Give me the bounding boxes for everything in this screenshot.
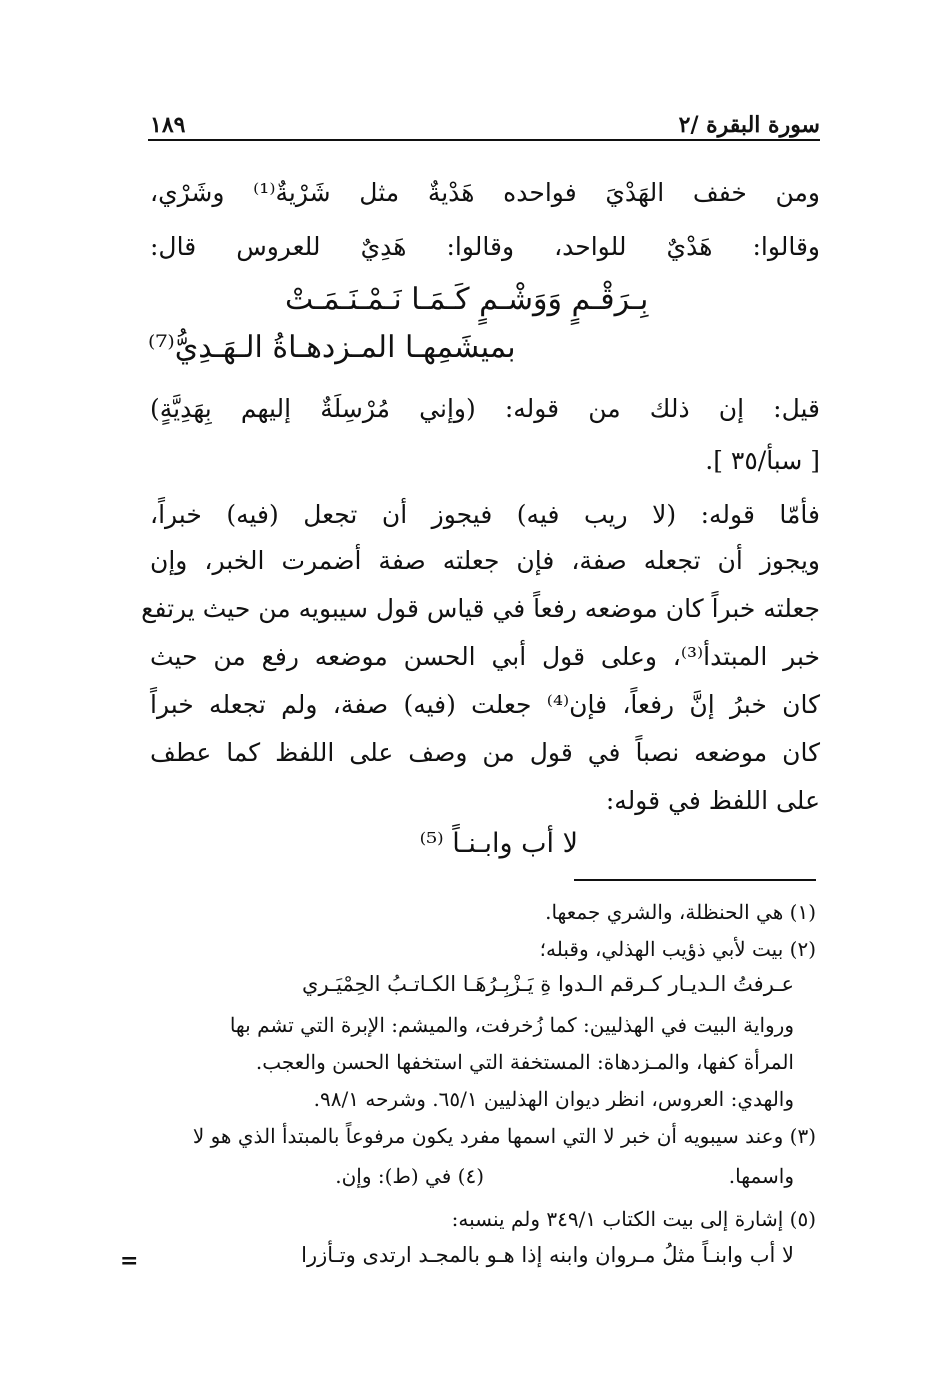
body-line-5: قيل: إن ذلك من قوله: (وإني مُرْسِلَةٌ إليهم بِهَدِيَّةٍ) (150, 394, 820, 423)
footnote-5: (٥) إشارة إلى بيت الكتاب ٣٤٩/١ ولم ينسبه: (451, 1207, 816, 1231)
body-line-2: وقالوا: هَدْيٌ للواحد، وقالوا: هَدِيٌ للعروس قال: (150, 232, 820, 261)
footnote-3: (٣) وعند سيبويه أن خبر لا التي اسمها مفرد يكون مرفوعاً بالمبتدأ الذي هو لا (192, 1124, 816, 1148)
body-line-9: جعلته خبراً كان موضعه رفعاً في قياس قول سيبويه من حيث يرتفع (141, 594, 820, 623)
footnote-2: (٢) بيت لأبي ذؤيب الهذلي، وقبله؛ (539, 937, 816, 961)
footnote-2-line-3: المرأة كفها، والمـزدهاة: المستخفة التي استخفها الحسن والعجب. (255, 1050, 794, 1074)
body-line-14: لا أب وابـنـاً ⁽⁵⁾ (419, 828, 578, 859)
body-line-8: ويجوز أن تجعله صفة، فإن جعلته صفة أضمرت الخبر، وإن (150, 546, 820, 575)
body-line-11: كان خبرُ إنَّ رفعاً، فإن⁽⁴⁾ جعلت (فيه) صفة، ولم تجعله خبراً (150, 690, 820, 719)
footnote-3-line-2: واسمها. (728, 1164, 794, 1188)
poem-hemistich-2: بميشَمِهـا المـزدهـاةُ الـهَـدِيُّ⁽⁷⁾ (148, 330, 516, 365)
body-line-6: [ سبأ/٣٥ ]. (705, 446, 820, 475)
footnote-5-verse: لا أب وابنـاً مثلُ مـروان وابنه إذا هـو بالمجـد ارتدى وتـأزرا (301, 1243, 794, 1267)
body-line-13: على اللفظ في قوله: (605, 786, 820, 815)
body-line-12: كان موضعه نصباً في قول من وصف على اللفظ كما عطف (150, 738, 820, 767)
footnote-2-line-2: ورواية البيت في الهذليين: كما زُخرفت، والميشم: الإبرة التي تشم بها (229, 1013, 794, 1037)
footnote-4: (٤) في (ط): وإن. (335, 1164, 484, 1188)
body-line-7: فأمّا قوله: (لا ريب فيه) فيجوز أن تجعل (فيه) خبراً، (150, 500, 820, 529)
body-line-10: خبر المبتدأ⁽³⁾، وعلى قول أبي الحسن موضعه رفع من حيث (150, 642, 820, 671)
poem-hemistich-1: بِـرَقْـمٍ وَوَشْـمٍ كَـمَـا نَـمْـنَـمَـتْ (285, 282, 649, 317)
footnote-separator (574, 879, 816, 881)
footnote-2-verse: عـرفتُ الـديـار كـرقم الـدوا ةِ يَـزْبِـرُهَـا الكـاتـبُ الحِمْيَـري (302, 972, 794, 996)
header-rule (148, 139, 820, 141)
page-number: ١٨٩ (150, 112, 186, 138)
continuation-mark: = (120, 1248, 139, 1274)
footnote-1: (١) هي الحنظلة، والشري جمعها. (545, 900, 816, 924)
body-line-1: ومن خفف الهَدْيَ فواحده هَدْيةٌ مثل شَرْيةٌ⁽¹⁾ وشَرْي، (150, 178, 820, 207)
running-title: سورة البقرة /٢ (678, 112, 820, 138)
footnote-2-line-4: والهدي: العروس، انظر ديوان الهذليين ٦٥/١. وشرحه ٩٨/١. (313, 1087, 794, 1111)
